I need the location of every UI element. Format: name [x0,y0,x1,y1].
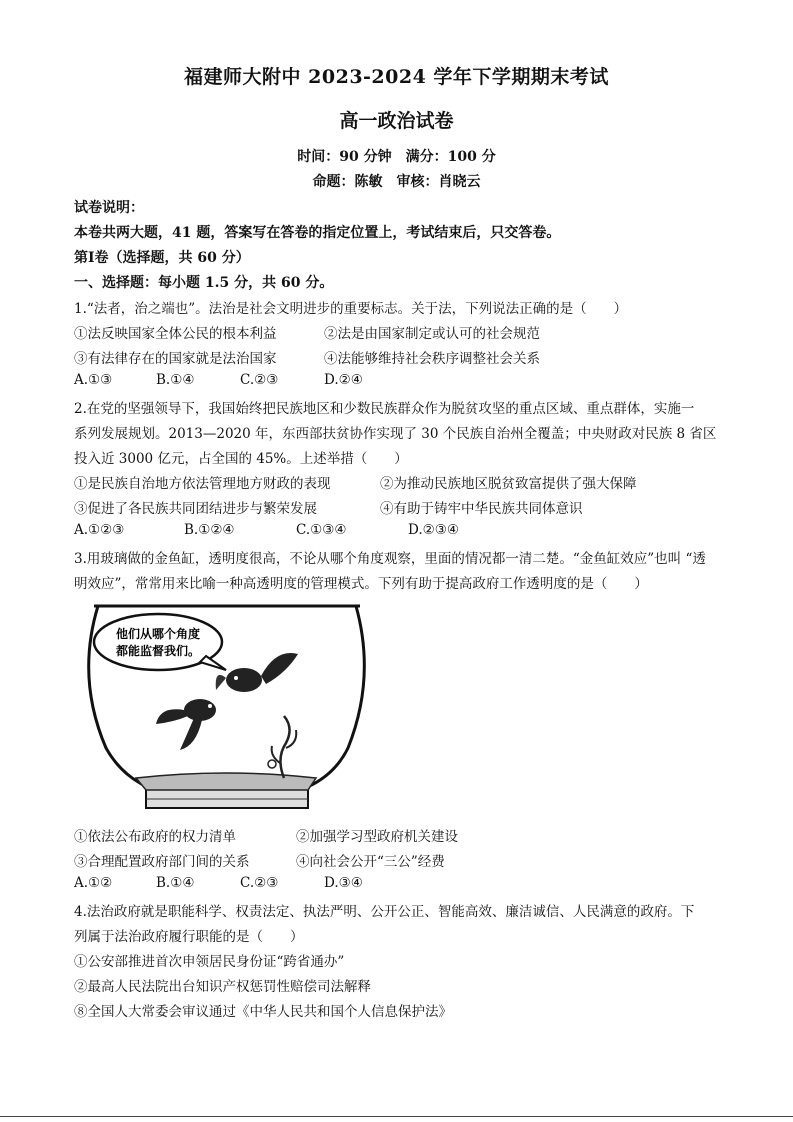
q1-option-4: ④法能够维持社会秩序调整社会关系 [324,351,540,367]
q1-choice-c: C.②③ [240,372,279,388]
q1-choice-d: D.②④ [324,372,363,388]
q3-choice-b: B.①④ [156,875,195,891]
q3-choice-d: D.③④ [324,875,363,891]
q2-stem-line3: 投入近 3000 亿元，占全国的 45%。上述举措（ ） [74,451,408,467]
q2-choice-b: B.①②④ [184,522,235,538]
q3-choice-c: C.②③ [240,875,279,891]
q2-option-2: ②为推动民族地区脱贫致富提供了强大保障 [380,476,637,492]
q2-option-4: ④有助于铸牢中华民族共同体意识 [380,501,583,517]
goldfish-lower [156,699,216,750]
section1-heading: 一、选择题：每小题 1.5 分，共 60 分。 [74,275,334,291]
q4-stem-line1: 4.法治政府就是职能科学、权责法定、执法严明、公开公正、智能高效、廉洁诚信、人民满意的政府。下 [74,904,695,920]
q1-option-1: ①法反映国家全体公民的根本利益 [74,326,277,342]
author-info: 命题：陈敏 审核：肖晓云 [312,174,481,190]
q3-option-2: ②加强学习型政府机关建设 [296,829,458,845]
bubble-text-line2: 都能监督我们。 [115,644,201,658]
time-info: 时间：90 分钟 满分：100 分 [297,149,496,165]
q2-stem-line2: 系列发展规划。2013—2020 年，东西部扶贫协作实现了 30 个民族自治州全覆盖；中央财政对民族 8 省区 [74,426,717,442]
q3-option-3: ③合理配置政府部门间的关系 [74,854,250,870]
q3-option-1: ①依法公布政府的权力清单 [74,829,236,845]
q3-stem-line2: 明效应”，常常用来比喻一种高透明度的管理模式。下列有助于提高政府工作透明度的是（ ） [74,576,648,592]
q4-option-2: ②最高人民法院出台知识产权惩罚性赔偿司法解释 [74,979,371,995]
q4-option-1: ①公安部推进首次申领居民身份证“跨省通办” [74,954,345,970]
instructions-heading: 试卷说明： [74,200,144,216]
q3-stem-line1: 3.用玻璃做的金鱼缸，透明度很高，不论从哪个角度观察，里面的情况都一清二楚。“金鱼缸效应”也叫 “透 [74,551,706,567]
q1-option-3: ③有法律存在的国家就是法治国家 [74,351,277,367]
q3-option-4: ④向社会公开“三公”经费 [296,854,445,870]
q2-choice-a: A.①②③ [74,522,125,538]
exam-subtitle: 高一政治试卷 [339,110,454,132]
instructions-text: 本卷共两大题，41 题，答案写在答卷的指定位置上，考试结束后，只交答卷。 [74,225,561,241]
q2-choice-d: D.②③④ [408,522,459,538]
q1-option-2: ②法是由国家制定或认可的社会规范 [324,326,540,342]
q4-option-3: ⑧全国人大常委会审议通过《中华人民共和国个人信息保护法》 [74,1004,452,1020]
q4-stem-line2: 列属于法治政府履行职能的是（ ） [74,929,304,945]
q2-choice-c: C.①③④ [296,522,347,538]
part1-heading: 第Ⅰ卷（选择题，共 60 分） [74,250,250,266]
q2-option-1: ①是民族自治地方依法管理地方财政的表现 [74,476,331,492]
fishbowl-cartoon [76,598,376,816]
q2-stem-line1: 2.在党的坚强领导下，我国始终把民族地区和少数民族群众作为脱贫攻坚的重点区域、重点群体，实施一 [74,401,695,417]
q2-option-3: ③促进了各民族共同团结进步与繁荣发展 [74,501,317,517]
q1-stem: 1.“法者，治之端也”。法治是社会文明进步的重要标志。关于法，下列说法正确的是（ ） [74,301,628,317]
exam-title: 福建师大附中 2023-2024 学年下学期期末考试 [184,66,609,88]
q1-choice-a: A.①③ [74,372,113,388]
page-bottom-rule [0,1116,793,1117]
bubble-text-line1: 他们从哪个角度 [115,627,201,641]
q3-choice-a: A.①② [74,875,113,891]
q1-choice-b: B.①④ [156,372,195,388]
goldfish-upper [216,653,298,692]
